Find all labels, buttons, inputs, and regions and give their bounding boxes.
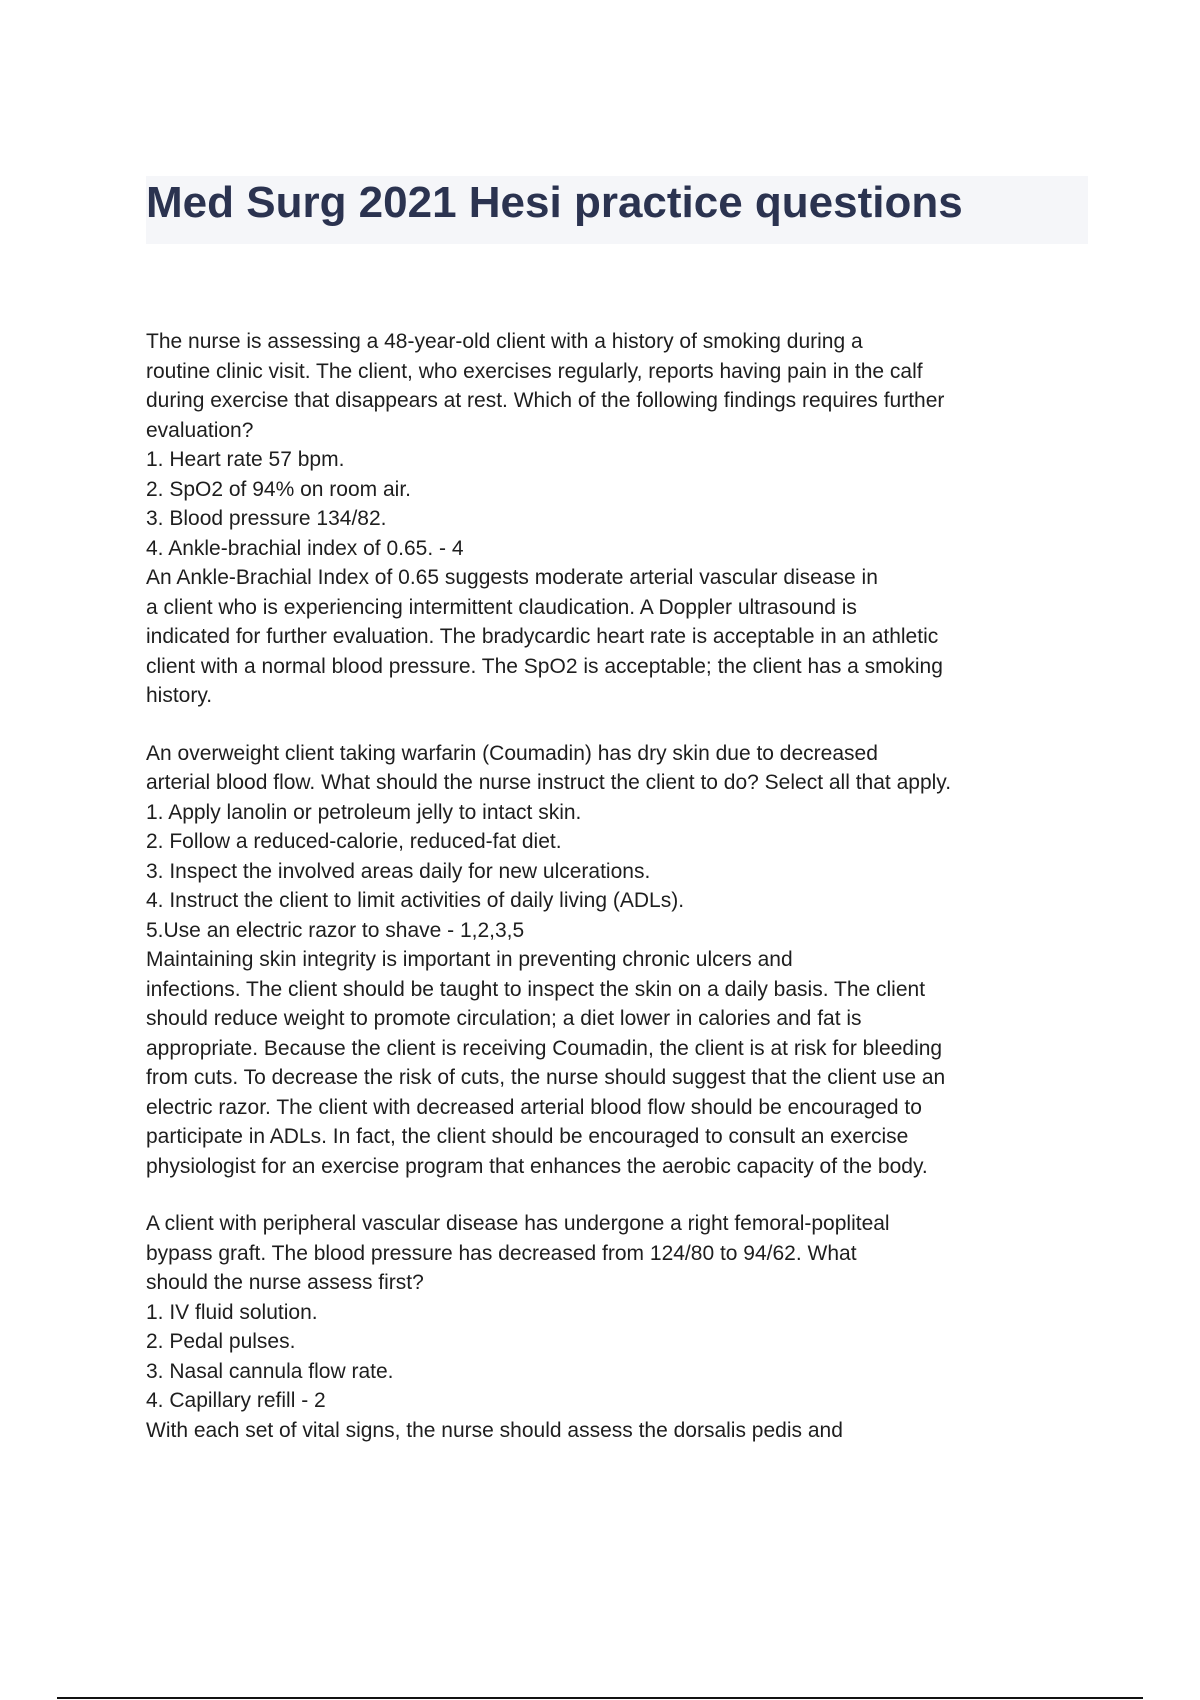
question-2-option: 4. Instruct the client to limit activities of daily living (ADLs).: [146, 889, 685, 912]
question-1-option: 1. Heart rate 57 bpm.: [146, 448, 345, 471]
question-3-option: 1. IV fluid solution.: [146, 1300, 318, 1324]
question-3-text-line: should the nurse assess first?: [146, 1271, 424, 1294]
question-1-text-line: routine clinic visit. The client, who exercises regularly, reports having pain in the calf: [146, 359, 923, 383]
page-title: Med Surg 2021 Hesi practice questions: [146, 178, 963, 227]
question-block-2: [146, 739, 1046, 1182]
question-2-rationale-line: from cuts. To decrease the risk of cuts, the nurse should suggest that the client use an: [146, 1066, 946, 1089]
question-3-option-answer: 4. Capillary refill - 2: [146, 1389, 326, 1412]
question-3-option: 3. Nasal cannula flow rate.: [146, 1359, 394, 1383]
question-1-text-line: during exercise that disappears at rest. Which of the following findings requires further: [146, 389, 945, 412]
question-1-option-answer: 4. Ankle-brachial index of 0.65. - 4: [146, 536, 464, 560]
question-3-text-line: A client with peripheral vascular disease has undergone a right femoral-popliteal: [146, 1212, 890, 1235]
question-2-rationale-line: electric razor. The client with decreased arterial blood flow should be encouraged to: [146, 1095, 922, 1119]
question-2-text-line: An overweight client taking warfarin (Coumadin) has dry skin due to decreased: [146, 741, 878, 765]
question-1-rationale-line: client with a normal blood pressure. The SpO2 is acceptable; the client has a smoking: [146, 654, 943, 678]
document-body: [146, 327, 1046, 1445]
question-2-rationale-line: infections. The client should be taught to inspect the skin on a daily basis. The client: [146, 977, 926, 1001]
question-2-rationale-line: participate in ADLs. In fact, the client should be encouraged to consult an exercise: [146, 1125, 909, 1148]
question-1-rationale-line: a client who is experiencing intermittent claudication. A Doppler ultrasound is: [146, 595, 857, 619]
question-2-option: 1. Apply lanolin or petroleum jelly to intact skin.: [146, 800, 582, 824]
question-2-option: 2. Follow a reduced-calorie, reduced-fat diet.: [146, 830, 562, 853]
question-2-option-answer: 5.Use an electric razor to shave - 1,2,3,5: [146, 918, 525, 942]
question-2-text-line: arterial blood flow. What should the nurse instruct the client to do? Select all that apply.: [146, 771, 952, 794]
question-2-rationale-line: appropriate. Because the client is receiving Coumadin, the client is at risk for bleeding: [146, 1036, 943, 1060]
question-1-option: 2. SpO2 of 94% on room air.: [146, 477, 411, 501]
question-1-rationale-line: history.: [146, 684, 213, 707]
question-1-option: 3. Blood pressure 134/82.: [146, 507, 387, 530]
question-3-rationale-line: With each set of vital signs, the nurse should assess the dorsalis pedis and: [146, 1418, 843, 1442]
question-2-rationale-line: Maintaining skin integrity is important in preventing chronic ulcers and: [146, 948, 793, 971]
question-3-text-line: bypass graft. The blood pressure has decreased from 124/80 to 94/62. What: [146, 1241, 857, 1265]
question-2-option: 3. Inspect the involved areas daily for new ulcerations.: [146, 859, 651, 883]
question-1-text-line: The nurse is assessing a 48-year-old client with a history of smoking during a: [146, 330, 863, 353]
page-divider: [57, 1697, 1143, 1699]
question-1-text-line: evaluation?: [146, 418, 254, 442]
question-1-rationale-line: An Ankle-Brachial Index of 0.65 suggests moderate arterial vascular disease in: [146, 566, 878, 589]
question-block-3: [146, 1209, 1046, 1445]
question-2-rationale-line: should reduce weight to promote circulation; a diet lower in calories and fat is: [146, 1007, 862, 1030]
question-block-1: [146, 327, 1046, 711]
question-3-option: 2. Pedal pulses.: [146, 1330, 296, 1353]
question-1-rationale-line: indicated for further evaluation. The bradycardic heart rate is acceptable in an athletic: [146, 625, 939, 648]
question-2-rationale-line: physiologist for an exercise program that enhances the aerobic capacity of the body.: [146, 1154, 928, 1178]
